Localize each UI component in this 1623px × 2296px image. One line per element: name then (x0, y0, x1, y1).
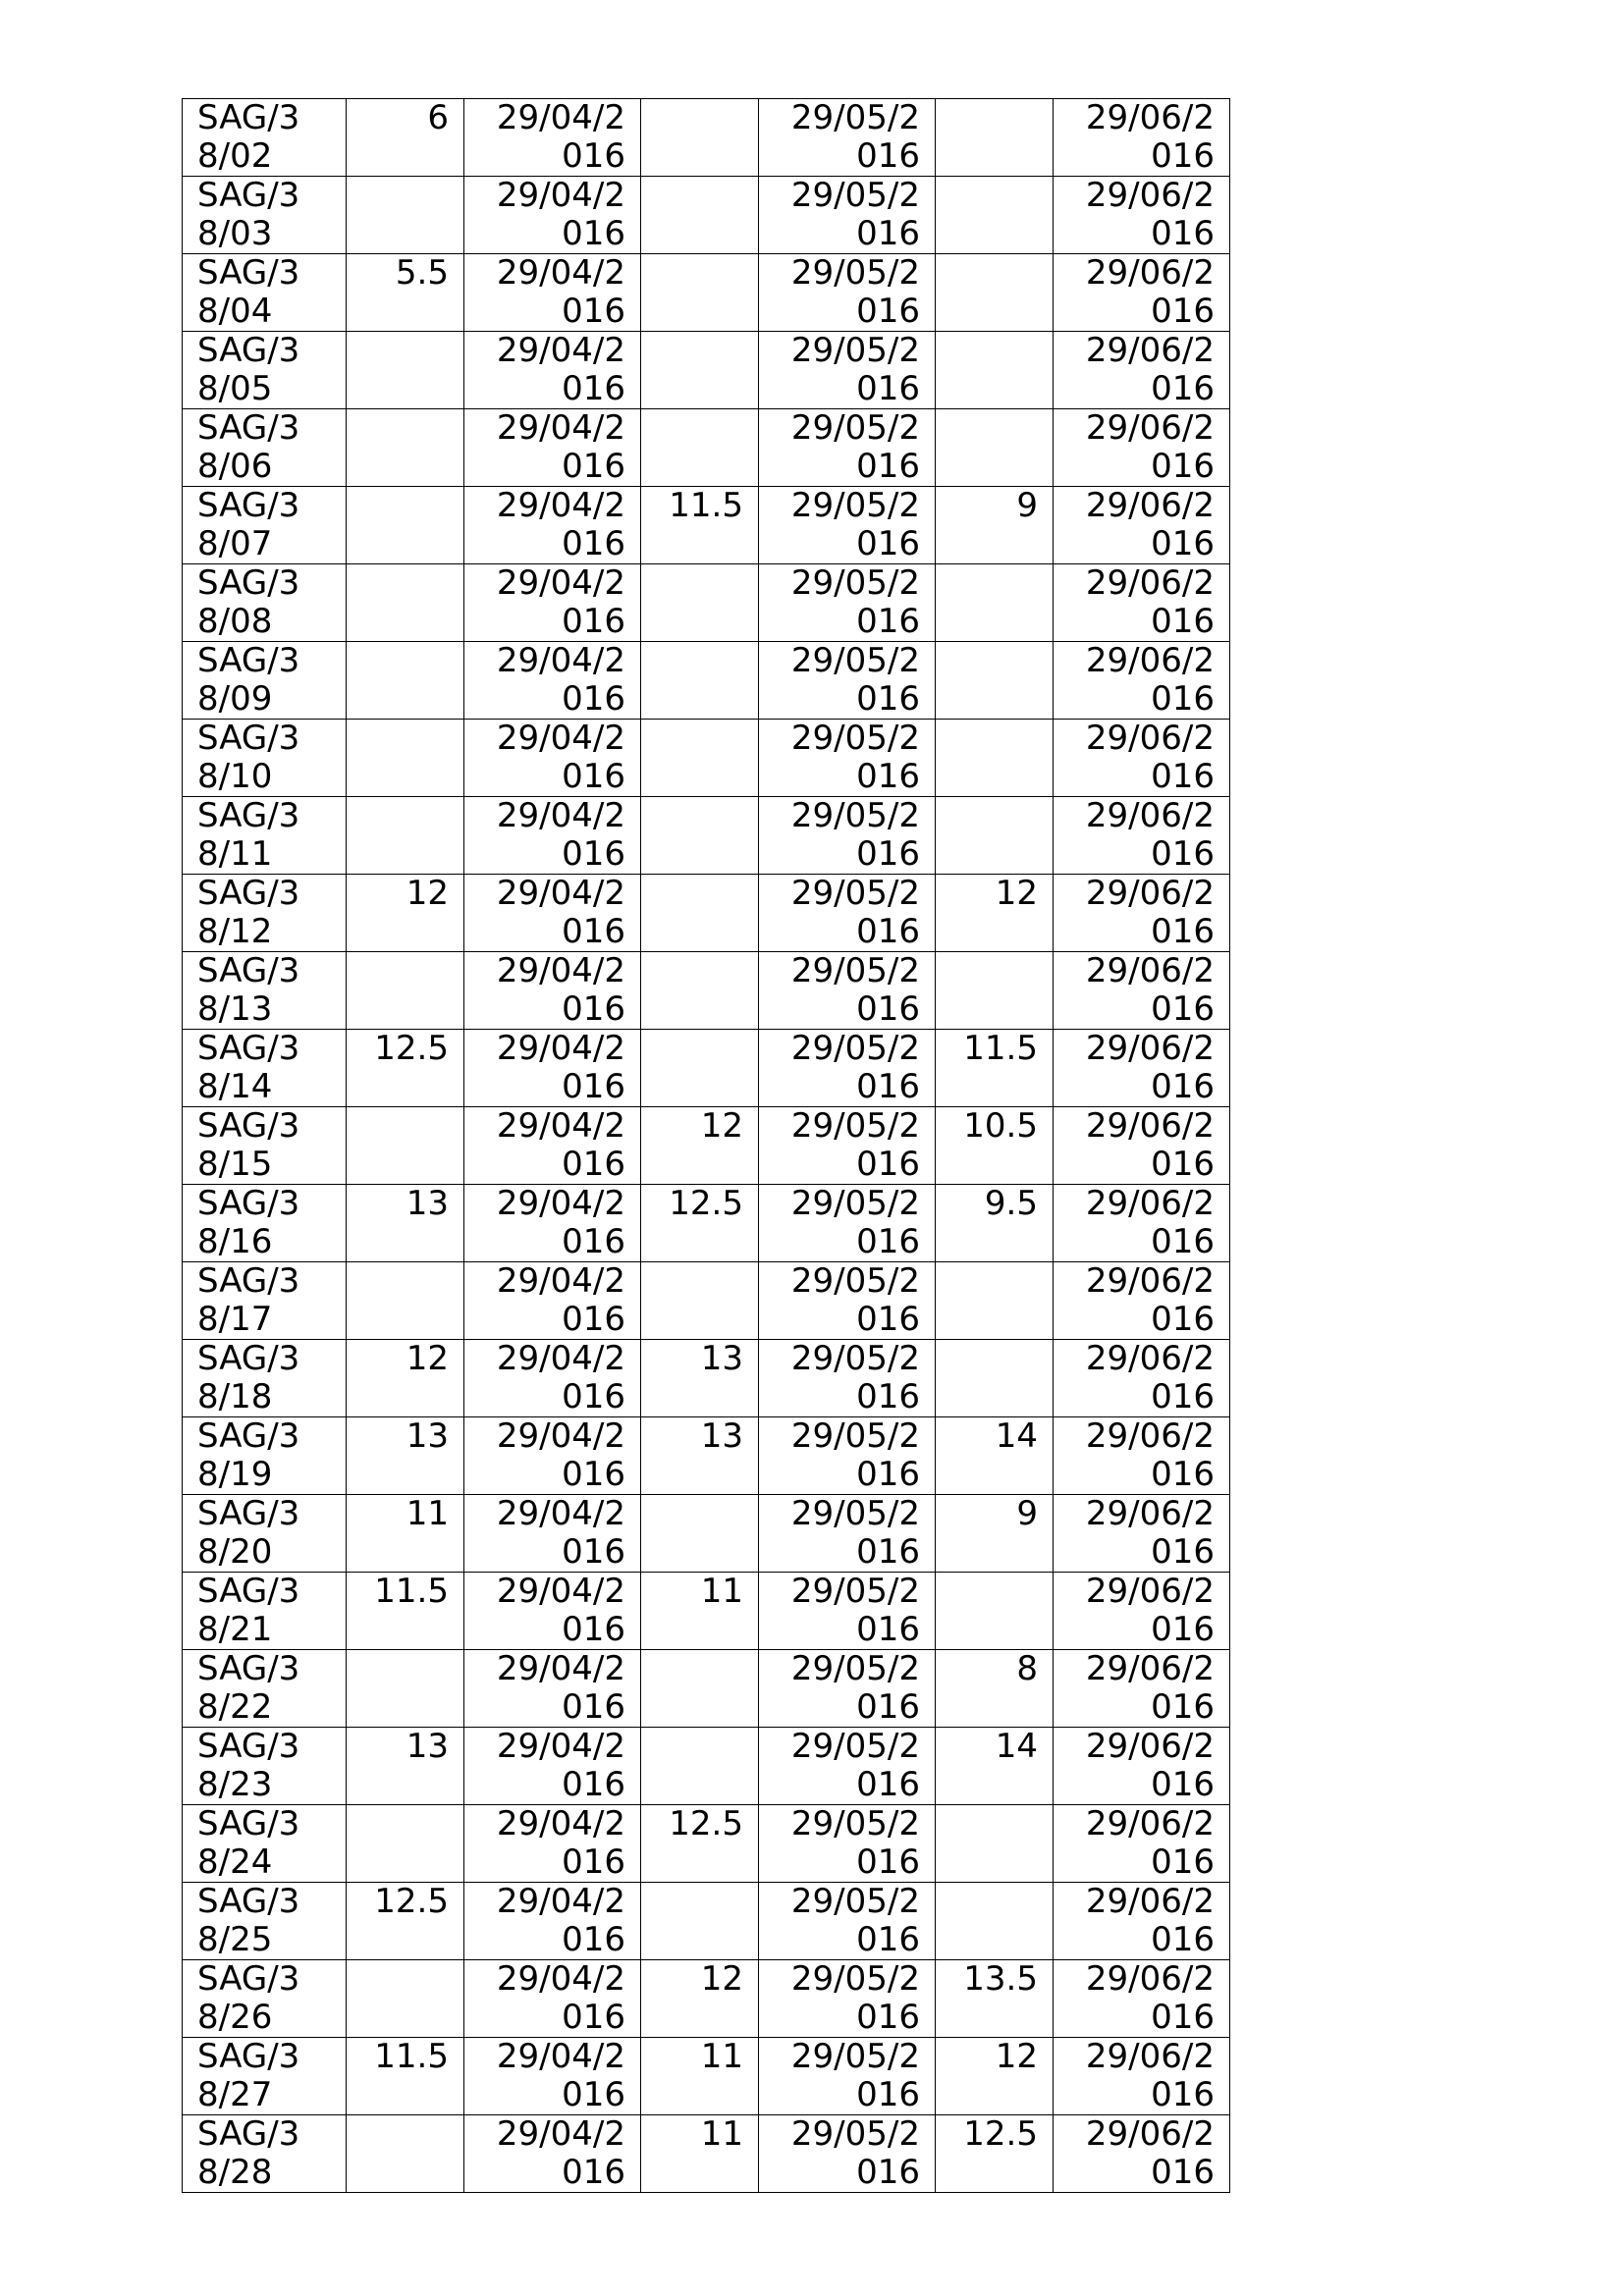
sample-id-cell: SAG/38/15 (183, 1107, 347, 1185)
value-cell: 11 (641, 1573, 759, 1650)
table-row (183, 177, 1230, 254)
sample-id-cell: SAG/38/05 (183, 332, 347, 409)
table-row (183, 1495, 1230, 1573)
table-row (183, 254, 1230, 332)
value-cell (641, 1030, 759, 1107)
date-cell: 29/05/2016 (759, 487, 936, 564)
date-cell: 29/05/2016 (759, 1495, 936, 1573)
value-cell (641, 1728, 759, 1805)
date-cell: 29/05/2016 (759, 2115, 936, 2193)
value-cell: 12 (641, 1960, 759, 2038)
date-cell: 29/04/2016 (464, 409, 641, 487)
value-cell: 9 (936, 1495, 1054, 1573)
sample-id-cell: SAG/38/28 (183, 2115, 347, 2193)
sample-id-cell: SAG/38/22 (183, 1650, 347, 1728)
value-cell (347, 487, 464, 564)
table-row (183, 1417, 1230, 1495)
date-cell: 29/04/2016 (464, 2038, 641, 2115)
date-cell: 29/05/2016 (759, 1262, 936, 1340)
value-cell (347, 1960, 464, 2038)
date-cell: 29/06/2016 (1054, 1573, 1230, 1650)
date-cell: 29/05/2016 (759, 952, 936, 1030)
date-cell: 29/05/2016 (759, 177, 936, 254)
date-cell: 29/05/2016 (759, 720, 936, 797)
value-cell: 13 (347, 1728, 464, 1805)
table-row (183, 1107, 1230, 1185)
date-cell: 29/05/2016 (759, 99, 936, 177)
value-cell: 12.5 (936, 2115, 1054, 2193)
table-row (183, 487, 1230, 564)
sample-id-cell: SAG/38/18 (183, 1340, 347, 1417)
table-row (183, 1883, 1230, 1960)
value-cell (641, 875, 759, 952)
value-cell (936, 564, 1054, 642)
sample-id-cell: SAG/38/19 (183, 1417, 347, 1495)
date-cell: 29/05/2016 (759, 1650, 936, 1728)
value-cell (936, 1262, 1054, 1340)
value-cell (641, 1650, 759, 1728)
sample-id-cell: SAG/38/26 (183, 1960, 347, 2038)
table-body (183, 99, 1230, 2193)
date-cell: 29/06/2016 (1054, 487, 1230, 564)
data-table (182, 98, 1230, 2193)
value-cell (936, 797, 1054, 875)
value-cell: 12 (347, 1340, 464, 1417)
value-cell: 12 (641, 1107, 759, 1185)
value-cell: 12 (936, 2038, 1054, 2115)
value-cell (641, 952, 759, 1030)
value-cell: 13 (347, 1417, 464, 1495)
value-cell (641, 177, 759, 254)
value-cell: 13.5 (936, 1960, 1054, 2038)
table-row (183, 1185, 1230, 1262)
date-cell: 29/05/2016 (759, 332, 936, 409)
date-cell: 29/06/2016 (1054, 1107, 1230, 1185)
date-cell: 29/04/2016 (464, 797, 641, 875)
value-cell (347, 332, 464, 409)
date-cell: 29/06/2016 (1054, 1262, 1230, 1340)
table-row (183, 720, 1230, 797)
value-cell: 13 (641, 1340, 759, 1417)
date-cell: 29/06/2016 (1054, 797, 1230, 875)
date-cell: 29/04/2016 (464, 177, 641, 254)
value-cell (641, 254, 759, 332)
sample-id-cell: SAG/38/04 (183, 254, 347, 332)
value-cell: 13 (347, 1185, 464, 1262)
sample-id-cell: SAG/38/20 (183, 1495, 347, 1573)
table-row (183, 99, 1230, 177)
date-cell: 29/06/2016 (1054, 1185, 1230, 1262)
value-cell (641, 1883, 759, 1960)
value-cell (347, 177, 464, 254)
value-cell (936, 642, 1054, 720)
table-row (183, 1960, 1230, 2038)
sample-id-cell: SAG/38/21 (183, 1573, 347, 1650)
value-cell (347, 2115, 464, 2193)
date-cell: 29/06/2016 (1054, 1340, 1230, 1417)
value-cell (641, 797, 759, 875)
value-cell (936, 952, 1054, 1030)
sample-id-cell: SAG/38/08 (183, 564, 347, 642)
date-cell: 29/05/2016 (759, 564, 936, 642)
sample-id-cell: SAG/38/17 (183, 1262, 347, 1340)
date-cell: 29/05/2016 (759, 1340, 936, 1417)
date-cell: 29/04/2016 (464, 1495, 641, 1573)
date-cell: 29/04/2016 (464, 1185, 641, 1262)
date-cell: 29/05/2016 (759, 1960, 936, 2038)
value-cell: 6 (347, 99, 464, 177)
table-row (183, 1573, 1230, 1650)
value-cell (936, 1573, 1054, 1650)
date-cell: 29/04/2016 (464, 332, 641, 409)
value-cell (936, 254, 1054, 332)
value-cell: 5.5 (347, 254, 464, 332)
date-cell: 29/04/2016 (464, 1262, 641, 1340)
value-cell (641, 332, 759, 409)
date-cell: 29/05/2016 (759, 1185, 936, 1262)
date-cell: 29/06/2016 (1054, 1805, 1230, 1883)
value-cell (936, 332, 1054, 409)
table-row (183, 1728, 1230, 1805)
date-cell: 29/06/2016 (1054, 875, 1230, 952)
value-cell (936, 177, 1054, 254)
table-row (183, 1030, 1230, 1107)
table-row (183, 564, 1230, 642)
value-cell: 9 (936, 487, 1054, 564)
value-cell (347, 1805, 464, 1883)
date-cell: 29/06/2016 (1054, 1650, 1230, 1728)
sample-id-cell: SAG/38/10 (183, 720, 347, 797)
table-row (183, 797, 1230, 875)
table-row (183, 642, 1230, 720)
sample-id-cell: SAG/38/13 (183, 952, 347, 1030)
date-cell: 29/04/2016 (464, 254, 641, 332)
value-cell (936, 1883, 1054, 1960)
date-cell: 29/05/2016 (759, 875, 936, 952)
value-cell (347, 797, 464, 875)
value-cell (641, 99, 759, 177)
value-cell (936, 409, 1054, 487)
value-cell: 11.5 (641, 487, 759, 564)
value-cell: 11.5 (936, 1030, 1054, 1107)
value-cell: 12.5 (641, 1805, 759, 1883)
sample-id-cell: SAG/38/02 (183, 99, 347, 177)
table-row (183, 2115, 1230, 2193)
sample-id-cell: SAG/38/25 (183, 1883, 347, 1960)
date-cell: 29/04/2016 (464, 1417, 641, 1495)
date-cell: 29/04/2016 (464, 720, 641, 797)
value-cell (641, 564, 759, 642)
date-cell: 29/04/2016 (464, 1805, 641, 1883)
value-cell (936, 1340, 1054, 1417)
value-cell (347, 564, 464, 642)
date-cell: 29/05/2016 (759, 1805, 936, 1883)
value-cell (641, 642, 759, 720)
value-cell: 14 (936, 1728, 1054, 1805)
date-cell: 29/05/2016 (759, 1030, 936, 1107)
value-cell (347, 1650, 464, 1728)
value-cell: 11.5 (347, 1573, 464, 1650)
date-cell: 29/06/2016 (1054, 1960, 1230, 2038)
table-row (183, 1262, 1230, 1340)
date-cell: 29/06/2016 (1054, 409, 1230, 487)
date-cell: 29/04/2016 (464, 487, 641, 564)
date-cell: 29/05/2016 (759, 642, 936, 720)
table-row (183, 409, 1230, 487)
value-cell (936, 99, 1054, 177)
table-row (183, 1340, 1230, 1417)
value-cell (347, 1262, 464, 1340)
value-cell: 12 (936, 875, 1054, 952)
value-cell: 12.5 (347, 1883, 464, 1960)
value-cell (347, 642, 464, 720)
date-cell: 29/06/2016 (1054, 642, 1230, 720)
value-cell (641, 409, 759, 487)
date-cell: 29/04/2016 (464, 564, 641, 642)
value-cell (347, 720, 464, 797)
value-cell (347, 952, 464, 1030)
sample-id-cell: SAG/38/03 (183, 177, 347, 254)
date-cell: 29/04/2016 (464, 1650, 641, 1728)
date-cell: 29/04/2016 (464, 952, 641, 1030)
date-cell: 29/06/2016 (1054, 720, 1230, 797)
value-cell: 11 (641, 2115, 759, 2193)
table-row (183, 1805, 1230, 1883)
value-cell: 12 (347, 875, 464, 952)
date-cell: 29/05/2016 (759, 1883, 936, 1960)
date-cell: 29/04/2016 (464, 1030, 641, 1107)
date-cell: 29/05/2016 (759, 797, 936, 875)
value-cell: 11 (347, 1495, 464, 1573)
date-cell: 29/06/2016 (1054, 254, 1230, 332)
table-row (183, 952, 1230, 1030)
sample-id-cell: SAG/38/27 (183, 2038, 347, 2115)
date-cell: 29/06/2016 (1054, 177, 1230, 254)
value-cell (347, 1107, 464, 1185)
value-cell: 11.5 (347, 2038, 464, 2115)
value-cell: 14 (936, 1417, 1054, 1495)
date-cell: 29/05/2016 (759, 409, 936, 487)
date-cell: 29/05/2016 (759, 1728, 936, 1805)
date-cell: 29/06/2016 (1054, 1030, 1230, 1107)
value-cell: 12.5 (347, 1030, 464, 1107)
sample-id-cell: SAG/38/12 (183, 875, 347, 952)
value-cell (641, 1495, 759, 1573)
value-cell (347, 409, 464, 487)
value-cell (936, 720, 1054, 797)
date-cell: 29/04/2016 (464, 1340, 641, 1417)
sample-id-cell: SAG/38/11 (183, 797, 347, 875)
sample-id-cell: SAG/38/23 (183, 1728, 347, 1805)
value-cell: 11 (641, 2038, 759, 2115)
date-cell: 29/06/2016 (1054, 2038, 1230, 2115)
date-cell: 29/04/2016 (464, 1960, 641, 2038)
date-cell: 29/04/2016 (464, 1883, 641, 1960)
date-cell: 29/06/2016 (1054, 99, 1230, 177)
date-cell: 29/04/2016 (464, 2115, 641, 2193)
date-cell: 29/05/2016 (759, 1417, 936, 1495)
table-row (183, 875, 1230, 952)
date-cell: 29/05/2016 (759, 1107, 936, 1185)
date-cell: 29/06/2016 (1054, 2115, 1230, 2193)
value-cell: 13 (641, 1417, 759, 1495)
date-cell: 29/04/2016 (464, 99, 641, 177)
date-cell: 29/04/2016 (464, 1728, 641, 1805)
date-cell: 29/06/2016 (1054, 332, 1230, 409)
sample-id-cell: SAG/38/16 (183, 1185, 347, 1262)
value-cell: 10.5 (936, 1107, 1054, 1185)
date-cell: 29/05/2016 (759, 1573, 936, 1650)
date-cell: 29/04/2016 (464, 875, 641, 952)
sample-id-cell: SAG/38/09 (183, 642, 347, 720)
value-cell: 8 (936, 1650, 1054, 1728)
date-cell: 29/05/2016 (759, 254, 936, 332)
date-cell: 29/06/2016 (1054, 1495, 1230, 1573)
date-cell: 29/06/2016 (1054, 1417, 1230, 1495)
table-row (183, 1650, 1230, 1728)
date-cell: 29/06/2016 (1054, 1883, 1230, 1960)
value-cell: 12.5 (641, 1185, 759, 1262)
value-cell (641, 1262, 759, 1340)
sample-id-cell: SAG/38/24 (183, 1805, 347, 1883)
date-cell: 29/06/2016 (1054, 1728, 1230, 1805)
value-cell (641, 720, 759, 797)
sample-id-cell: SAG/38/14 (183, 1030, 347, 1107)
date-cell: 29/06/2016 (1054, 952, 1230, 1030)
date-cell: 29/04/2016 (464, 642, 641, 720)
date-cell: 29/06/2016 (1054, 564, 1230, 642)
value-cell (936, 1805, 1054, 1883)
value-cell: 9.5 (936, 1185, 1054, 1262)
sample-id-cell: SAG/38/07 (183, 487, 347, 564)
table-row (183, 2038, 1230, 2115)
table-row (183, 332, 1230, 409)
date-cell: 29/04/2016 (464, 1573, 641, 1650)
sample-id-cell: SAG/38/06 (183, 409, 347, 487)
date-cell: 29/04/2016 (464, 1107, 641, 1185)
date-cell: 29/05/2016 (759, 2038, 936, 2115)
